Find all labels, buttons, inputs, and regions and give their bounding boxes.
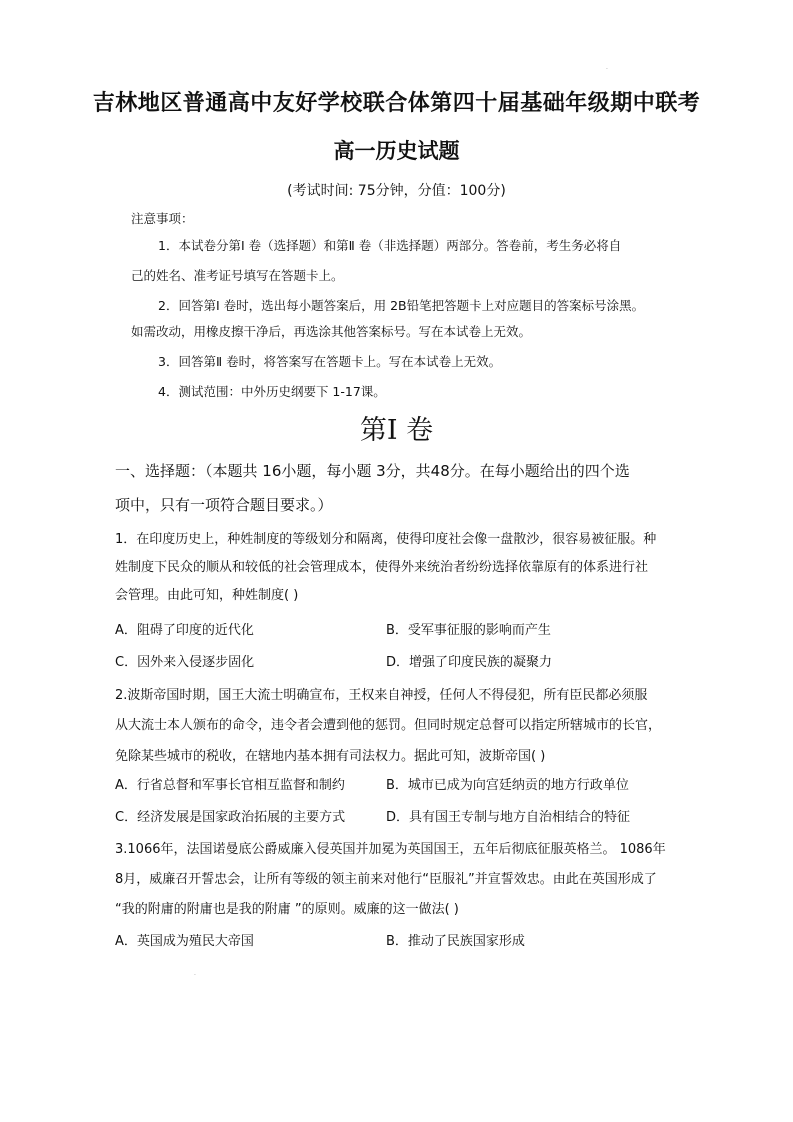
section-instructions-line-1: 一、选择题：（本题共 16小题，每小题 3分，共48分。在每小题给出的四个选	[115, 462, 630, 480]
question-3-option-a: A．英国成为殖民大帝国	[115, 934, 254, 949]
exam-title: 吉林地区普通高中友好学校联合体第四十届基础年级期中联考	[92, 90, 701, 116]
question-1-option-b: B．受军事征服的影响而产生	[386, 623, 551, 638]
question-1-line-3: 会管理。由此可知，种姓制度( )	[115, 588, 299, 603]
note-4: 4．测试范围：中外历史纲要下 1-17课。	[158, 384, 386, 399]
question-2-line-1: 2.波斯帝国时期，国王大流士明确宣布，王权来自神授，任何人不得侵犯，所有臣民都必须服	[115, 688, 648, 703]
note-3: 3．回答第Ⅱ 卷时，将答案写在答题卡上。写在本试卷上无效。	[158, 354, 502, 369]
question-1-option-a: A．阻碍了印度的近代化	[115, 623, 254, 638]
speck-mark: ·	[606, 66, 608, 73]
note-2-line-1: 2．回答第Ⅰ 卷时，选出每小题答案后，用 2B铅笔把答题卡上对应题目的答案标号涂黑。	[158, 298, 645, 313]
question-2-option-d: D．具有国王专制与地方自治相结合的特征	[386, 810, 631, 825]
question-2-option-b: B．城市已成为向宫廷纳贡的地方行政单位	[386, 778, 629, 793]
question-2-option-a: A．行省总督和军事长官相互监督和制约	[115, 778, 345, 793]
part-one-title: 第I 卷	[359, 415, 434, 446]
question-1-option-c: C．因外来入侵逐步固化	[115, 655, 255, 670]
note-1-line-2: 己的姓名、准考证号填写在答题卡上。	[131, 268, 344, 283]
note-1-line-1: 1．本试卷分第Ⅰ 卷（选择题）和第Ⅱ 卷（非选择题）两部分。答卷前，考生务必将自	[158, 238, 622, 253]
question-3-option-b: B．推动了民族国家形成	[386, 934, 525, 949]
note-2-line-2: 如需改动，用橡皮擦干净后，再选涂其他答案标号。写在本试卷上无效。	[131, 324, 532, 339]
speck-mark: ·	[194, 972, 196, 979]
notes-heading: 注意事项：	[131, 211, 194, 226]
question-1-line-2: 姓制度下民众的顺从和较低的社会管理成本，使得外来统治者纷纷选择依靠原有的体系进行社	[115, 560, 649, 575]
question-2-line-3: 免除某些城市的税收，在辖地内基本拥有司法权力。据此可知，波斯帝国( )	[115, 749, 546, 764]
question-3-line-1: 3.1066年，法国诺曼底公爵威廉入侵英国并加冕为英国国王，五年后彻底征服英格兰。 1086年	[115, 842, 666, 857]
question-2-option-c: C．经济发展是国家政治拓展的主要方式	[115, 810, 346, 825]
exam-subtitle: 高一历史试题	[333, 138, 460, 163]
question-1-option-d: D．增强了印度民族的凝聚力	[386, 655, 553, 670]
exam-time-score: (考试时间: 75分钟，分值：100分)	[287, 183, 506, 199]
question-2-line-2: 从大流士本人颁布的命令，违令者会遭到他的惩罚。但同时规定总督可以指定所辖城市的长官，	[115, 718, 662, 733]
question-1-line-1: 1．在印度历史上，种姓制度的等级划分和隔离，使得印度社会像一盘散沙，很容易被征服。种	[115, 532, 657, 547]
question-3-line-2: 8月，威廉召开誓忠会，让所有等级的领主前来对他行“臣服礼”并宣誓效忠。由此在英国形成了	[115, 872, 657, 887]
section-instructions-line-2: 项中，只有一项符合题目要求。）	[115, 496, 333, 514]
question-3-line-3: “我的附庸的附庸也是我的附庸 ”的原则。威廉的这一做法( )	[115, 902, 459, 917]
